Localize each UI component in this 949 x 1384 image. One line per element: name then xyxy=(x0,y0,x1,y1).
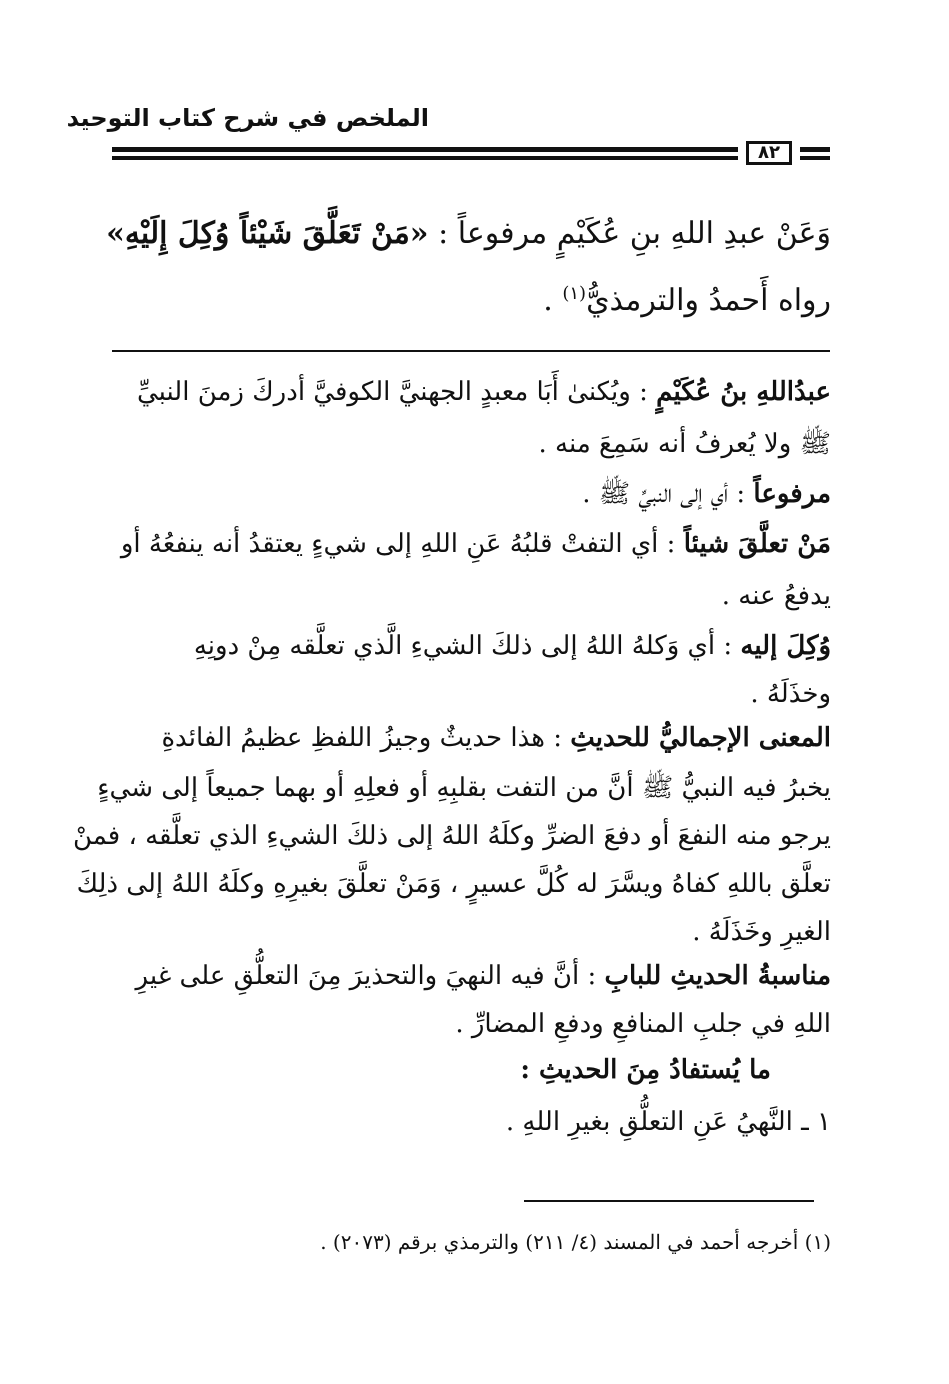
note-term: مَنْ تعلَّقَ شيئاً xyxy=(683,529,831,559)
note-text: أي التفتْ قلبُهُ عَنِ اللهِ إلى شيءٍ يعتقدُ أنه ينفعُهُ أو xyxy=(120,529,659,559)
section-divider xyxy=(112,350,830,352)
footnote xyxy=(111,1230,831,1254)
note-text: ﷺ ولا يُعرفُ أنه سَمِعَ منه . xyxy=(538,429,831,459)
footnote-text: أخرجه أحمد في المسند (٤/ ٢١١) والترمذي برقم (٢٠٧٣) . xyxy=(320,1230,799,1254)
note-line: وُكِلَ إليه : أي وَكلهُ اللهُ إلى ذلكَ الشيءِ الَّذي تعلَّقه مِنْ دونِهِ xyxy=(193,631,831,661)
note-line: مناسبةُ الحديثِ للبابِ : أنَّ فيه النهيَ والتحذيرَ مِنَ التعلُّقِ على غيرِ xyxy=(135,961,831,991)
hadith-line-2 xyxy=(111,266,831,329)
hadith-end: . xyxy=(543,283,563,318)
note-line xyxy=(72,810,831,862)
note-text: تعلَّق باللهِ كفاهُ ويسَّرَ له كُلَّ عسيرٍ ، وَمَنْ تعلَّقَ بغيرِهِ وكلَهُ اللهُ إلى ذلِكَ xyxy=(76,869,831,899)
note-term: المعنى الإجماليُّ للحديثِ xyxy=(570,723,831,753)
hadith-source: رواه أَحمدُ والترمذيُّ xyxy=(586,283,831,318)
header-rule-short-bottom xyxy=(800,156,830,160)
note-text: الغيرِ وخَذَلَهُ . xyxy=(692,917,831,947)
note-text: يرجو منه النفعَ أو دفعَ الضرِّ وكلَهُ اللهُ إلى ذلكَ الشيءِ الذي تعلَّقه ، فمنْ xyxy=(72,821,831,851)
note-line: المعنى الإجماليُّ للحديثِ : هذا حديثٌ وجيزُ اللفظِ عظيمُ الفائدةِ xyxy=(161,723,831,753)
note-text: ويُكنىٰ أَبَا معبدٍ الجهنيَّ الكوفيَّ أدركَ زمنَ النبيِّ xyxy=(136,377,631,407)
note-term: مرفوعاً xyxy=(753,479,831,509)
hadith-quote: «مَنْ تَعَلَّقَ شَيْئاً وُكِلَ إِلَيْهِ» xyxy=(106,216,429,251)
page-number: ٨٢ xyxy=(746,141,792,165)
benefit-number: ١ ـ xyxy=(801,1107,831,1137)
note-term: وُكِلَ إليه xyxy=(740,631,831,661)
note-text: أي وَكلهُ اللهُ إلى ذلكَ الشيءِ الَّذي تعلَّقه مِنْ دونِهِ xyxy=(193,631,716,661)
header-rule-bottom xyxy=(112,156,738,160)
note-text: يدفعُ عنه . xyxy=(721,581,831,611)
note-line xyxy=(111,418,831,470)
hadith-intro: وَعَنْ عبدِ اللهِ بنِ عُكَيْمٍ مرفوعاً : xyxy=(428,216,831,251)
benefit-text: النَّهيُ عَنِ التعلُّقِ بغيرِ اللهِ . xyxy=(505,1107,793,1137)
benefits-heading: ما يُستفادُ مِنَ الحديثِ : xyxy=(520,1055,771,1085)
note-text: وخذَلَهُ . xyxy=(750,679,831,709)
note-text: أي إلى النبيِّ ﷺ . xyxy=(582,479,729,509)
note-line: عبدُاللهِ بنُ عُكَيْمٍ : ويُكنىٰ أَبَا معبدٍ الجهنيَّ الكوفيَّ أدركَ زمنَ النبيِّ xyxy=(136,377,831,407)
header-rule-top xyxy=(112,147,738,152)
note-text: يخبرُ فيه النبيُّ ﷺ أنَّ من التفت بقلبِهِ أو فعلِهِ أو بهما جميعاً إلى شيءٍ xyxy=(97,773,831,803)
note-line: مرفوعاً : أي إلى النبيِّ ﷺ . xyxy=(582,479,831,509)
note-text: اللهِ في جلبِ المنافعِ ودفعِ المضارِّ . xyxy=(455,1009,831,1039)
header-rule-short-top xyxy=(800,147,830,152)
note-line xyxy=(97,762,831,814)
note-term: عبدُاللهِ بنُ عُكَيْمٍ xyxy=(656,377,831,407)
note-line xyxy=(76,858,831,910)
note-text: هذا حديثٌ وجيزُ اللفظِ عظيمُ الفائدةِ xyxy=(161,723,545,753)
benefit-item xyxy=(111,1096,831,1148)
note-line xyxy=(111,570,831,622)
note-line: مَنْ تعلَّقَ شيئاً : أي التفتْ قلبُهُ عَنِ اللهِ إلى شيءٍ يعتقدُ أنه ينفعُهُ أو xyxy=(120,529,831,559)
note-line xyxy=(111,998,831,1050)
footnote-ref: (١) xyxy=(562,283,587,304)
note-text: أنَّ فيه النهيَ والتحذيرَ مِنَ التعلُّقِ على غيرِ xyxy=(135,961,580,991)
running-title: الملخص في شرح كتاب التوحيد xyxy=(66,104,429,132)
footnote-divider xyxy=(524,1200,814,1202)
hadith-line-1 xyxy=(106,206,831,262)
footnote-number: (١) xyxy=(804,1230,831,1254)
note-term: مناسبةُ الحديثِ للبابِ xyxy=(604,961,831,991)
